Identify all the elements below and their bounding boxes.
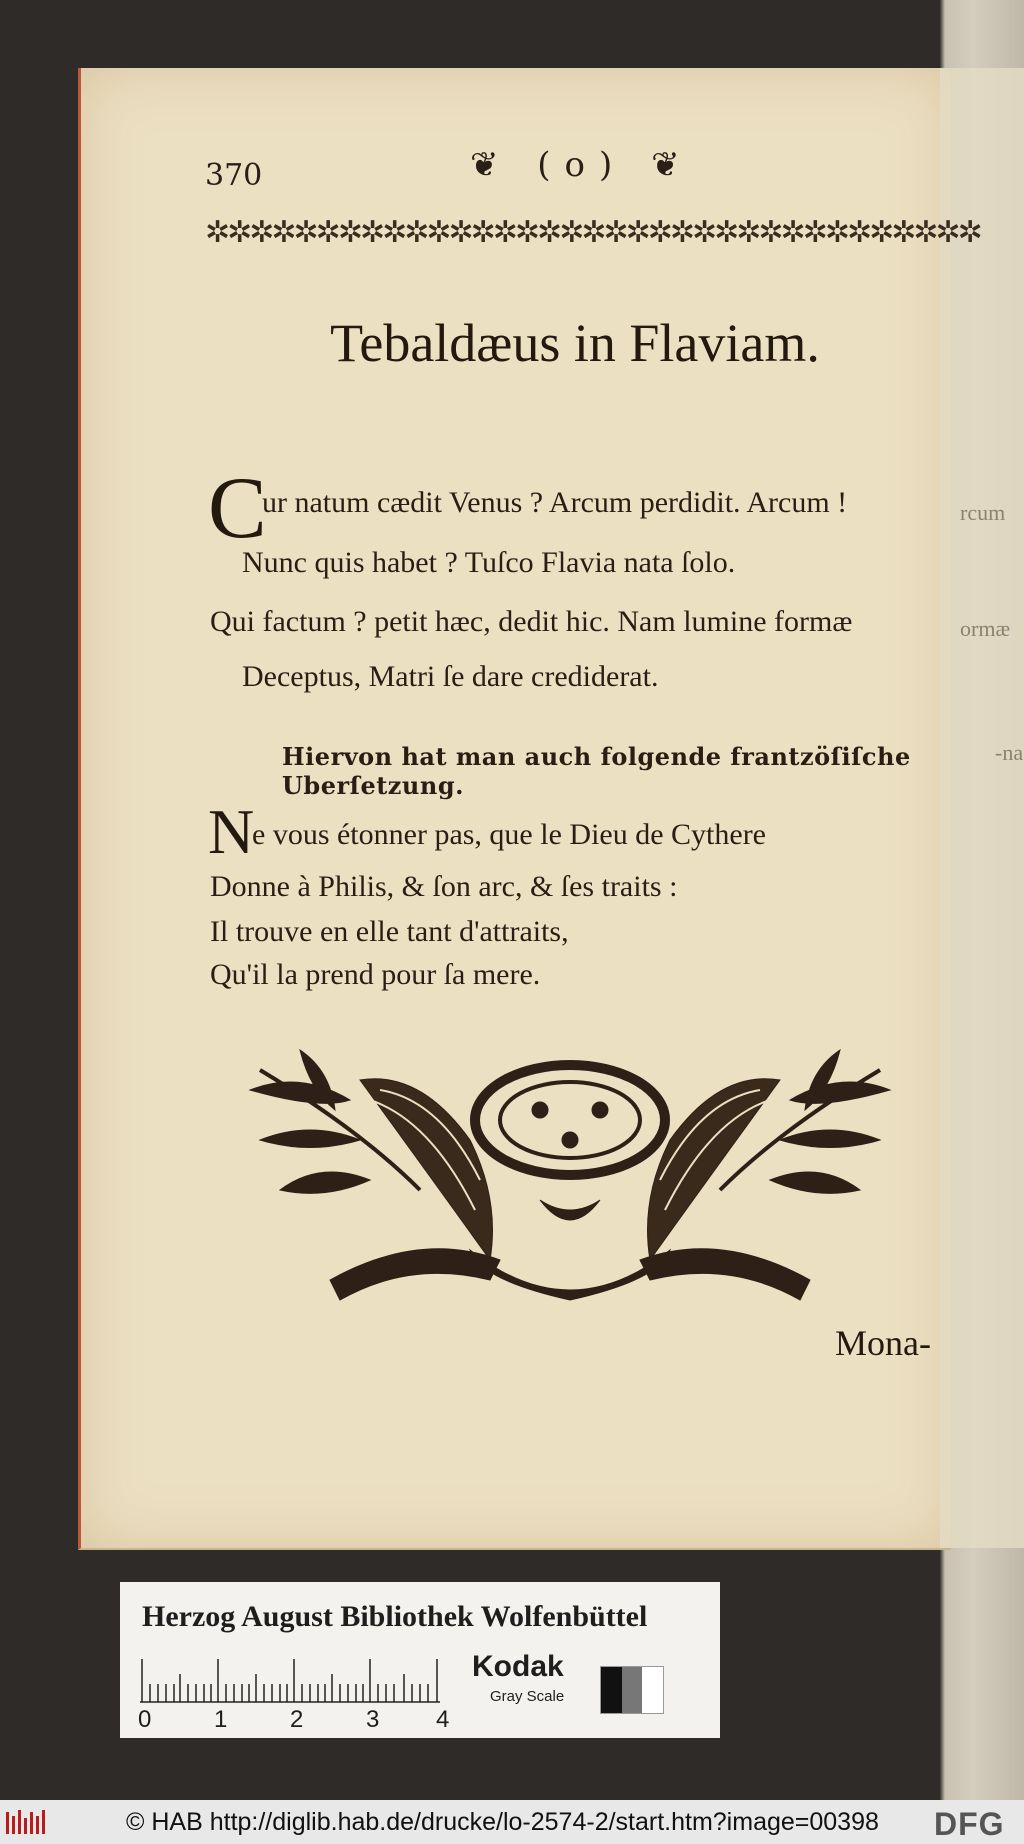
color-scale-card — [120, 1582, 720, 1738]
french-line-3: Il trouve en elle tant d'attraits, — [210, 915, 569, 948]
ruler-label-3: 3 — [366, 1706, 380, 1733]
latin-line-2: Nunc quis habet ? Tuſco Flavia nata ſolo. — [242, 546, 736, 579]
library-name: Herzog August Bibliothek Wolfenbüttel — [142, 1600, 648, 1633]
kodak-logo: Kodak — [472, 1650, 564, 1683]
footer-url[interactable]: © HAB http://diglib.hab.de/drucke/lo-2574-2/start.htm?image=00398 — [126, 1808, 879, 1836]
star-border: ✲✲✲✲✲✲✲✲✲✲✲✲✲✲✲✲✲✲✲✲✲✲✲✲✲✲✲✲✲✲✲✲✲✲✲ — [205, 215, 980, 250]
hab-logo-icon — [6, 1808, 50, 1836]
gray-scale-label: Gray Scale — [490, 1688, 565, 1705]
ruler-label-1: 1 — [214, 1706, 228, 1733]
latin-line-3: Qui factum ? petit hæc, dedit hic. Nam lumine formæ — [210, 605, 853, 638]
ruler-label-2: 2 — [290, 1706, 304, 1733]
german-note: Hiervon hat man auch folgende frantzöſiſche Uberſetzung. — [282, 742, 911, 800]
latin-line-1: ur natum cædit Venus ? Arcum perdidit. Arcum ! — [262, 486, 848, 519]
ruler-label-4: 4 — [436, 1706, 450, 1733]
catchword: Mona- — [835, 1323, 931, 1363]
head-ornament: ❦ (o) ❦ — [470, 145, 694, 185]
footer-bar — [0, 1800, 1024, 1844]
latin-dropcap: C — [208, 460, 267, 557]
margin-ghost-2: ormæ — [960, 616, 1011, 641]
gray-patch — [600, 1666, 664, 1714]
woodcut-vignette — [240, 1030, 900, 1310]
margin-ghost-3: -na — [995, 740, 1024, 765]
page-number: 370 — [205, 158, 263, 193]
french-line-1: e vous étonner pas, que le Dieu de Cythere — [252, 818, 766, 851]
dfg-logo: DFG — [934, 1806, 1005, 1842]
french-line-4: Qu'il la prend pour ſa mere. — [210, 958, 541, 991]
latin-line-4: Deceptus, Matri ſe dare crediderat. — [242, 660, 659, 693]
french-line-2: Donne à Philis, & ſon arc, & ſes traits : — [210, 870, 678, 903]
poem-title: Tebaldæus in Flaviam. — [330, 313, 820, 373]
french-dropcap: N — [208, 796, 255, 867]
margin-ghost-1: rcum — [960, 500, 1006, 525]
facing-page-bleed — [940, 68, 1024, 1548]
ruler-label-0: 0 — [138, 1706, 152, 1733]
ruler — [140, 1654, 440, 1704]
